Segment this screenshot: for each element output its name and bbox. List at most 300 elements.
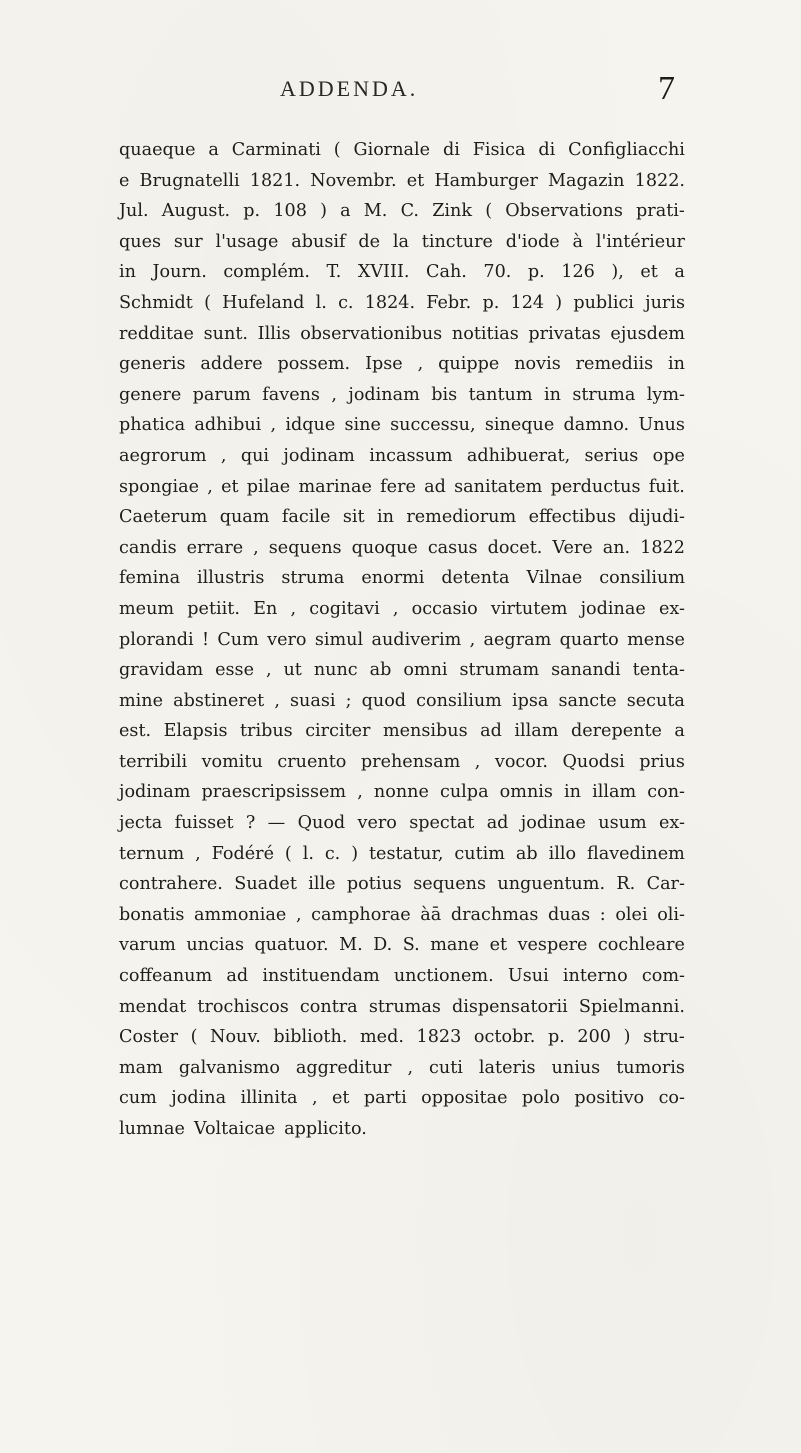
word: mine bbox=[119, 690, 164, 711]
word: Vere bbox=[552, 537, 593, 558]
word: ( bbox=[333, 140, 341, 160]
word: 1822. bbox=[634, 170, 685, 191]
word: , bbox=[270, 415, 277, 436]
word: jecta bbox=[119, 813, 163, 834]
word: unius bbox=[551, 1057, 601, 1078]
word: Quod bbox=[297, 813, 346, 834]
word: consilium bbox=[416, 690, 502, 711]
word: Caeterum bbox=[119, 507, 208, 528]
word: Configliacchi bbox=[568, 140, 685, 160]
word: in bbox=[564, 782, 581, 803]
text-line bbox=[119, 319, 685, 350]
word: 200 bbox=[577, 1027, 612, 1048]
word: aegram bbox=[483, 629, 552, 650]
word: illam bbox=[592, 782, 637, 803]
word: Unus bbox=[638, 415, 685, 436]
word: mam bbox=[119, 1057, 163, 1078]
word: aggreditur bbox=[295, 1057, 392, 1078]
word: , bbox=[265, 660, 272, 681]
word: contrahere. bbox=[119, 874, 223, 895]
word: drachmas bbox=[450, 904, 539, 925]
word: aegrorum bbox=[119, 445, 207, 466]
word: Magazin bbox=[548, 170, 625, 191]
word: Journ. bbox=[152, 262, 207, 283]
word: bis bbox=[431, 384, 458, 405]
word: 108 bbox=[273, 201, 307, 222]
word: oppositae bbox=[421, 1088, 508, 1109]
text-line bbox=[119, 380, 685, 411]
word: mensibus bbox=[382, 721, 468, 742]
word: Usui bbox=[507, 966, 549, 987]
word: idque bbox=[285, 415, 336, 436]
word: , bbox=[407, 1057, 414, 1078]
word: remediorum bbox=[406, 507, 517, 528]
word: omni bbox=[403, 660, 448, 681]
text-line bbox=[119, 227, 685, 258]
word: quaeque bbox=[119, 140, 196, 160]
word: a bbox=[208, 140, 219, 160]
word: Voltaicae bbox=[193, 1119, 276, 1139]
word: generis bbox=[119, 354, 186, 375]
word: , bbox=[357, 782, 363, 803]
text-line bbox=[119, 410, 685, 441]
word: M. bbox=[363, 201, 388, 222]
word: et bbox=[640, 262, 658, 283]
word: culpa bbox=[440, 782, 489, 803]
word: — bbox=[267, 813, 286, 834]
word: successu, bbox=[390, 415, 476, 436]
word: S. bbox=[402, 935, 420, 956]
word: juris bbox=[645, 292, 685, 313]
word: D. bbox=[373, 935, 393, 956]
word: fuit. bbox=[648, 476, 685, 497]
word: parum bbox=[192, 384, 251, 405]
word: unctionem. bbox=[393, 966, 494, 987]
text-line bbox=[119, 441, 685, 472]
word: a bbox=[674, 721, 685, 742]
word: pilae bbox=[246, 476, 291, 497]
word: struma bbox=[572, 384, 636, 405]
word: Hamburger bbox=[434, 170, 538, 191]
word: l'intérieur bbox=[595, 231, 685, 252]
word: p. bbox=[482, 292, 500, 313]
text-line bbox=[119, 135, 685, 166]
word: l. bbox=[302, 843, 314, 864]
word: lumnae bbox=[119, 1119, 185, 1139]
word: in bbox=[543, 384, 561, 405]
word: ad bbox=[486, 813, 509, 834]
word: plorandi bbox=[119, 629, 194, 650]
text-line bbox=[119, 655, 685, 686]
word: Jul. bbox=[119, 201, 149, 222]
word: illam bbox=[514, 721, 559, 742]
word: an. bbox=[602, 537, 631, 558]
word: l. bbox=[315, 292, 327, 313]
word: instituendam bbox=[262, 966, 380, 987]
word: ad bbox=[226, 966, 249, 987]
word: quod bbox=[361, 690, 407, 711]
word: nonne bbox=[373, 782, 429, 803]
word: spectat bbox=[409, 813, 475, 834]
word: T. bbox=[326, 262, 342, 283]
word: biblioth. bbox=[273, 1027, 348, 1048]
word: ad bbox=[480, 721, 502, 742]
word: ut bbox=[283, 660, 302, 681]
word: flavedinem bbox=[586, 843, 685, 864]
word: Zink bbox=[432, 201, 473, 222]
text-line bbox=[119, 166, 685, 197]
word: prehensam bbox=[360, 751, 461, 772]
word: et bbox=[489, 935, 508, 956]
word: , bbox=[220, 445, 227, 466]
word: enormi bbox=[361, 568, 425, 589]
word: sine bbox=[344, 415, 381, 436]
word: possem. bbox=[277, 354, 351, 375]
word: mendat bbox=[119, 996, 187, 1017]
word: 124 bbox=[510, 292, 545, 313]
word: , bbox=[474, 751, 481, 772]
word: 126 bbox=[561, 262, 595, 283]
word: meum bbox=[119, 598, 175, 619]
word: quam bbox=[219, 507, 270, 528]
text-line bbox=[119, 533, 685, 564]
word: sur bbox=[173, 231, 203, 252]
word: sancte bbox=[558, 690, 617, 711]
text-line bbox=[119, 961, 685, 992]
word: Ipse bbox=[365, 354, 403, 375]
word: in bbox=[376, 507, 394, 528]
word: illo bbox=[548, 843, 577, 864]
word: addere bbox=[200, 354, 263, 375]
word: di bbox=[538, 140, 556, 160]
word: di bbox=[442, 140, 460, 160]
word: jodinae bbox=[580, 598, 646, 619]
word: ? bbox=[245, 813, 256, 834]
word: August. bbox=[161, 201, 231, 222]
text-line bbox=[119, 1053, 685, 1084]
word: ille bbox=[308, 874, 336, 895]
word: En bbox=[253, 598, 278, 619]
word: sunt. bbox=[203, 323, 248, 344]
word: notitias bbox=[451, 323, 519, 344]
word: circiter bbox=[305, 721, 371, 742]
word: ) bbox=[555, 292, 563, 313]
word: docet. bbox=[487, 537, 543, 558]
word: dijudi- bbox=[628, 507, 685, 528]
text-line bbox=[119, 288, 685, 319]
word: c. bbox=[324, 843, 341, 864]
word: adhibuerat, bbox=[466, 445, 571, 466]
word: jodinam bbox=[348, 384, 420, 405]
word: novis bbox=[514, 354, 561, 375]
word: abstineret bbox=[173, 690, 265, 711]
word: audiverim bbox=[371, 629, 462, 650]
word: l'usage bbox=[215, 231, 279, 252]
word: vero bbox=[267, 629, 307, 650]
text-line bbox=[119, 992, 685, 1023]
word: tribus bbox=[239, 721, 293, 742]
word: Coster bbox=[119, 1027, 178, 1048]
word: tenta- bbox=[632, 660, 685, 681]
page-number: 7 bbox=[658, 70, 675, 107]
word: applicito. bbox=[284, 1119, 367, 1139]
word: femina bbox=[119, 568, 181, 589]
word: ( bbox=[284, 843, 292, 864]
word: derepente bbox=[570, 721, 662, 742]
word: mense bbox=[627, 629, 685, 650]
word: favens bbox=[262, 384, 320, 405]
word: ( bbox=[485, 201, 493, 222]
word: varum bbox=[119, 935, 176, 956]
word: spongiae bbox=[119, 476, 200, 497]
word: , bbox=[311, 1088, 318, 1109]
word: potius bbox=[346, 874, 402, 895]
word: Carminati bbox=[231, 140, 321, 160]
word: sit bbox=[342, 507, 365, 528]
word: vocor. bbox=[494, 751, 548, 772]
word: , bbox=[469, 629, 476, 650]
word: positivo bbox=[574, 1088, 645, 1109]
word: jodinae bbox=[520, 813, 586, 834]
word: a bbox=[340, 201, 351, 222]
text-line bbox=[119, 257, 685, 288]
word: e bbox=[119, 170, 130, 191]
word: quippe bbox=[438, 354, 500, 375]
word: virtutem bbox=[490, 598, 568, 619]
word: casus bbox=[427, 537, 478, 558]
text-line bbox=[119, 563, 685, 594]
word: ab bbox=[369, 660, 392, 681]
word: serius bbox=[584, 445, 639, 466]
word: oli- bbox=[657, 904, 685, 925]
word: , bbox=[195, 843, 201, 864]
text-line bbox=[119, 777, 685, 808]
word: complém. bbox=[223, 262, 311, 283]
word: ex- bbox=[658, 813, 685, 834]
word: quatuor. bbox=[254, 935, 329, 956]
word: XVIII. bbox=[357, 262, 410, 283]
word: Quodsi bbox=[562, 751, 625, 772]
text-line bbox=[119, 716, 685, 747]
word: p. bbox=[243, 201, 261, 222]
word: 1823 bbox=[416, 1027, 462, 1048]
word: cochleare bbox=[597, 935, 685, 956]
word: strumas bbox=[368, 996, 441, 1017]
text-line bbox=[119, 930, 685, 961]
word: la bbox=[392, 231, 409, 252]
word: Car- bbox=[646, 874, 685, 895]
word: , bbox=[253, 537, 259, 558]
word: Cah. bbox=[426, 262, 467, 283]
word: Fisica bbox=[472, 140, 526, 160]
word: sineque bbox=[484, 415, 555, 436]
word: esse bbox=[215, 660, 254, 681]
word: nunc bbox=[313, 660, 358, 681]
word: observationibus bbox=[300, 323, 443, 344]
word: testatur, bbox=[368, 843, 444, 864]
word: terribili bbox=[119, 751, 188, 772]
text-line bbox=[119, 747, 685, 778]
word: cogitavi bbox=[309, 598, 380, 619]
word: quarto bbox=[559, 629, 619, 650]
word: d'iode bbox=[505, 231, 560, 252]
word: Spielmanni. bbox=[578, 996, 685, 1017]
word: Nouv. bbox=[210, 1027, 261, 1048]
word: secuta bbox=[626, 690, 685, 711]
word: jodinam bbox=[119, 782, 191, 803]
word: effectibus bbox=[528, 507, 617, 528]
word: 1822 bbox=[640, 537, 685, 558]
word: Fodéré bbox=[211, 843, 274, 864]
word: c. bbox=[338, 292, 354, 313]
word: occasio bbox=[411, 598, 478, 619]
word: simul bbox=[314, 629, 364, 650]
word: p. bbox=[527, 262, 545, 283]
word: a bbox=[674, 262, 685, 283]
word: redditae bbox=[119, 323, 194, 344]
word: ques bbox=[119, 231, 162, 252]
word: et bbox=[331, 1088, 350, 1109]
text-line bbox=[119, 1022, 685, 1053]
word: Hufeland bbox=[222, 292, 305, 313]
word: vomitu bbox=[201, 751, 263, 772]
word: stru- bbox=[643, 1027, 685, 1048]
word: octobr. bbox=[473, 1027, 536, 1048]
word: com- bbox=[641, 966, 685, 987]
word: facile bbox=[281, 507, 331, 528]
word: et bbox=[406, 170, 425, 191]
word: gravidam bbox=[119, 660, 204, 681]
text-line bbox=[119, 900, 685, 931]
text-line bbox=[119, 1083, 685, 1114]
word: ope bbox=[652, 445, 685, 466]
word: jodinam bbox=[283, 445, 355, 466]
word: àā bbox=[420, 904, 442, 925]
word: candis bbox=[119, 537, 177, 558]
word: vero bbox=[357, 813, 397, 834]
word: trochiscos bbox=[197, 996, 289, 1017]
word: ipsa bbox=[511, 690, 549, 711]
word: usum bbox=[598, 813, 647, 834]
word: lateris bbox=[478, 1057, 536, 1078]
word: parti bbox=[363, 1088, 407, 1109]
word: ( bbox=[204, 292, 211, 313]
word: ad bbox=[424, 476, 446, 497]
text-line bbox=[119, 349, 685, 380]
word: ab bbox=[515, 843, 538, 864]
word: illinita bbox=[240, 1088, 298, 1109]
word: est. bbox=[119, 721, 152, 742]
text-line bbox=[119, 808, 685, 839]
word: omnis bbox=[499, 782, 553, 803]
text-line bbox=[119, 1114, 685, 1145]
word: vespere bbox=[517, 935, 588, 956]
word: sanandi bbox=[551, 660, 621, 681]
text-line bbox=[119, 196, 685, 227]
text-line bbox=[119, 686, 685, 717]
word: struma bbox=[281, 568, 345, 589]
word: abusif bbox=[291, 231, 346, 252]
word: praescripsissem bbox=[201, 782, 347, 803]
word: fuisset bbox=[174, 813, 234, 834]
word: con- bbox=[647, 782, 685, 803]
word: interno bbox=[562, 966, 628, 987]
word: damno. bbox=[563, 415, 630, 436]
word: et bbox=[221, 476, 239, 497]
word: quoque bbox=[351, 537, 418, 558]
word: Vilnae bbox=[526, 568, 583, 589]
word: ternum bbox=[119, 843, 185, 864]
word: polo bbox=[521, 1088, 560, 1109]
text-line bbox=[119, 869, 685, 900]
word: cutim bbox=[454, 843, 505, 864]
word: detenta bbox=[441, 568, 510, 589]
word: fere bbox=[380, 476, 416, 497]
word: ) bbox=[351, 843, 359, 864]
word: prius bbox=[639, 751, 685, 772]
word: tumoris bbox=[616, 1057, 685, 1078]
word: sequens bbox=[413, 874, 486, 895]
word: , bbox=[207, 476, 213, 497]
word: ; bbox=[345, 690, 352, 711]
word: Observations bbox=[505, 201, 623, 222]
word: strumam bbox=[459, 660, 540, 681]
word: dispensatorii bbox=[452, 996, 568, 1017]
body-text bbox=[119, 135, 685, 1145]
word: ! bbox=[201, 629, 210, 650]
word: ) bbox=[320, 201, 327, 222]
word: in bbox=[119, 262, 136, 283]
word: Novembr. bbox=[310, 170, 397, 191]
word: galvanismo bbox=[178, 1057, 280, 1078]
word: ejusdem bbox=[610, 323, 685, 344]
word: Cum bbox=[217, 629, 259, 650]
word: med. bbox=[360, 1027, 404, 1048]
word: coffeanum bbox=[119, 966, 213, 987]
word: Giornale bbox=[353, 140, 431, 160]
word: tantum bbox=[468, 384, 533, 405]
word: , bbox=[290, 598, 297, 619]
word: olei bbox=[615, 904, 648, 925]
word: duas bbox=[548, 904, 591, 925]
word: R. bbox=[616, 874, 636, 895]
word: , bbox=[331, 384, 337, 405]
word: , bbox=[295, 904, 302, 925]
word: 1821. bbox=[249, 170, 301, 191]
text-line bbox=[119, 625, 685, 656]
word: contra bbox=[299, 996, 358, 1017]
word: Brugnatelli bbox=[139, 170, 240, 191]
word: privatas bbox=[528, 323, 601, 344]
word: cum bbox=[119, 1088, 157, 1109]
word: cuti bbox=[429, 1057, 463, 1078]
word: uncias bbox=[186, 935, 244, 956]
text-line bbox=[119, 502, 685, 533]
word: 1824. bbox=[364, 292, 416, 313]
word: Elapsis bbox=[163, 721, 228, 742]
word: jodina bbox=[171, 1088, 227, 1109]
word: perductus bbox=[550, 476, 641, 497]
word: co- bbox=[658, 1088, 685, 1109]
word: petiit. bbox=[187, 598, 240, 619]
word: ammoniae bbox=[194, 904, 287, 925]
word: genere bbox=[119, 384, 182, 405]
word: suasi bbox=[290, 690, 336, 711]
word: in bbox=[668, 354, 685, 375]
word: C. bbox=[400, 201, 420, 222]
word: sanitatem bbox=[454, 476, 543, 497]
word: Febr. bbox=[426, 292, 472, 313]
